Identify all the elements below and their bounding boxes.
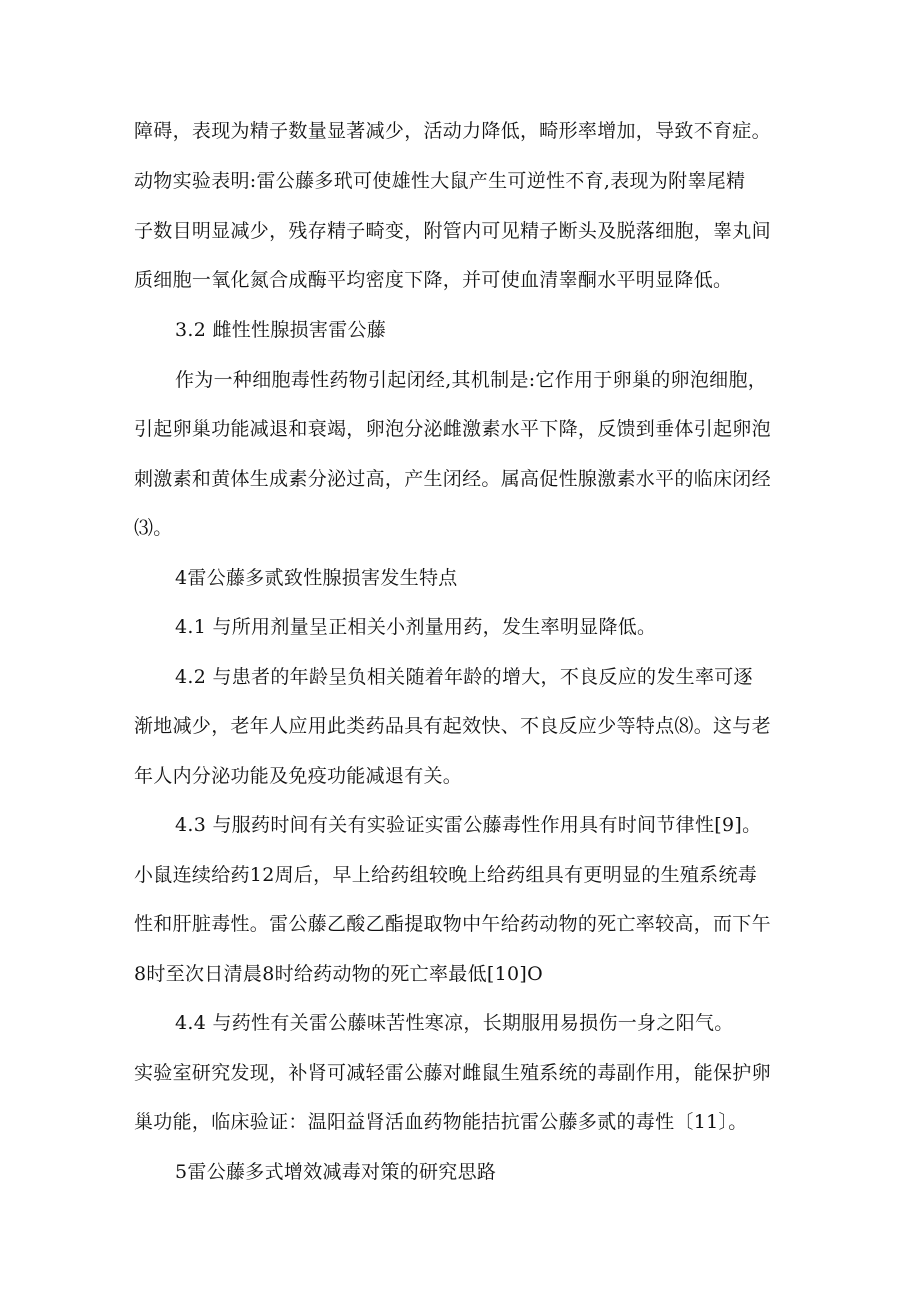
paragraph-line: 8时至次日清晨8时给药动物的死亡率最低[10]O: [134, 963, 543, 985]
subsection-4-3: 4.3 与服药时间有关有实验证实雷公藤毒性作用具有时间节律性[9]。: [175, 814, 762, 836]
subsection-4-2: 4.2 与患者的年龄呈负相关随着年龄的增大，不良反应的发生率可逐: [175, 666, 753, 688]
paragraph-line: ⑶。: [134, 517, 173, 539]
section-heading-4: 4雷公藤多贰致性腺损害发生特点: [175, 567, 458, 589]
paragraph-line: 动物实验表明:雷公藤多玳可使雄性大鼠产生可逆性不育,表现为附睾尾精: [134, 170, 746, 192]
paragraph-line: 实验室研究发现，补肾可减轻雷公藤对雌鼠生殖系统的毒副作用，能保护卵: [134, 1062, 771, 1084]
section-heading-3-2: 3.2 雌性性腺损害雷公藤: [175, 319, 387, 341]
subsection-4-1: 4.1 与所用剂量呈正相关小剂量用药，发生率明显降低。: [175, 616, 657, 638]
paragraph-line: 渐地减少，老年人应用此类药品具有起效快、不良反应少等特点⑻。这与老: [134, 715, 771, 737]
section-heading-5: 5雷公藤多式增效减毒对策的研究思路: [175, 1161, 497, 1183]
paragraph-line: 子数目明显减少，残存精子畸变，附管内可见精子断头及脱落细胞，睾丸间: [134, 220, 771, 242]
subsection-4-4: 4.4 与药性有关雷公藤味苦性寒凉，长期服用易损伤一身之阳气。: [175, 1012, 734, 1034]
paragraph-line: 巢功能，临床验证：温阳益肾活血药物能拮抗雷公藤多贰的毒性〔11〕。: [134, 1111, 748, 1133]
paragraph-line: 年人内分泌功能及免疫功能减退有关。: [134, 765, 463, 787]
paragraph-line: 障碍，表现为精子数量显著减少，活动力降低，畸形率增加，导致不育症。: [134, 120, 771, 142]
paragraph-line: 质细胞一氧化氮合成酶平均密度下降，并可使血清睾酮水平明显降低。: [134, 269, 733, 291]
paragraph-line: 刺激素和黄体生成素分泌过高，产生闭经。属高促性腺激素水平的临床闭经: [134, 468, 771, 490]
paragraph-line: 性和肝脏毒性。雷公藤乙酸乙酯提取物中午给药动物的死亡率较高，而下午: [134, 913, 771, 935]
paragraph-line: 作为一种细胞毒性药物引起闭经,其机制是:它作用于卵巢的卵泡细胞，: [175, 369, 768, 391]
paragraph-line: 小鼠连续给药12周后，早上给药组较晚上给药组具有更明显的生殖系统毒: [134, 864, 758, 886]
paragraph-line: 引起卵巢功能减退和衰竭，卵泡分泌雌激素水平下降，反馈到垂体引起卵泡: [134, 418, 771, 440]
